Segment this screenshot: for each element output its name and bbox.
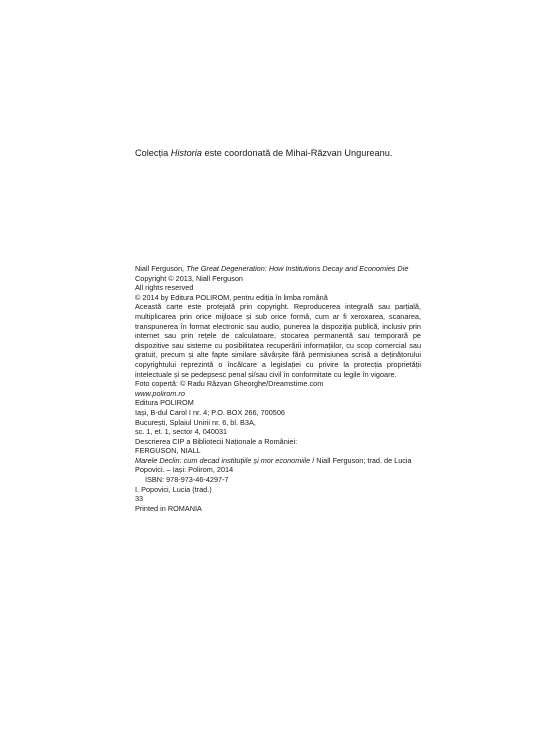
cip-title-italic: Marele Declin: cum decad instituțiile și mor economiile	[135, 455, 311, 465]
original-title: The Great Degeneration: How Institutions Decay and Economies Die	[186, 264, 409, 273]
website-link[interactable]	[135, 389, 421, 399]
series-prefix: Colecția	[135, 148, 171, 158]
original-title-line	[135, 264, 421, 274]
cip-heading: Descrierea CIP a Bibliotecii Naționale a României:	[135, 436, 298, 446]
printed-in: Printed in ROMANIA	[135, 503, 202, 513]
publisher-address-3: sc. 1, et. 1, sector 4, 040031	[135, 427, 228, 437]
cip-author: FERGUSON, NIALL	[135, 446, 201, 456]
series-note	[135, 147, 495, 159]
rights-line: All rights reserved	[135, 283, 194, 293]
colophon	[135, 264, 421, 513]
publisher-name: Editura POLIROM	[135, 398, 194, 408]
cip-title-rest: / Niall Ferguson; trad. de Lucia Popovici. – Iași: Polirom, 2014	[135, 455, 412, 475]
publisher-address-2: București, Splaiul Unirii nr. 6, bl. B3A,	[135, 417, 256, 427]
cover-photo-credit: Foto copertă: © Radu Răzvan Gheorghe/Dreamstime.com	[135, 379, 324, 389]
edition-copyright: © 2014 by Editura POLIROM, pentru ediția în limba română	[135, 292, 328, 302]
series-name: Historia	[170, 148, 202, 158]
copyright-line: Copyright © 2013, Niall Ferguson	[135, 273, 243, 283]
publisher-address-1: Iași, B-dul Carol I nr. 4; P.O. BOX 266, 700506	[135, 407, 285, 417]
series-suffix: este coordonată de Mihai-Răzvan Ungureanu.	[201, 148, 393, 158]
cip-isbn: ISBN: 978-973-46-4297-7	[145, 475, 229, 485]
website-url: www.polirom.ro	[135, 388, 185, 398]
cip-translator: I. Popovici, Lucia (trad.)	[135, 484, 212, 494]
original-author: Niall Ferguson,	[135, 264, 187, 273]
cip-classification: 33	[135, 494, 144, 504]
cip-title	[135, 456, 421, 475]
legal-notice: Această carte este protejată prin copyright. Reproducerea integrală sau parțială, multiplicarea prin orice mijloace și sub orice formă, cum ar fi xeroxarea, scanarea, transpunerea în format electronic sau audio, punerea la dispoziția publică, inclusiv prin internet sau prin rețele de calculatoare, stocarea permanentă sau temporară pe dispozitive sau sisteme cu posibilitatea recuperării informațiilor, cu scop comercial sau gratuit, precum și alte fapte similare săvârșite fără permisiunea scrisă a deținătorului copyrightului reprezintă o încălcare a legislației cu privire la protecția proprietății intelectuale și se pedepsesc penal și/sau civil în conformitate cu legile în vigoare.	[135, 302, 421, 379]
